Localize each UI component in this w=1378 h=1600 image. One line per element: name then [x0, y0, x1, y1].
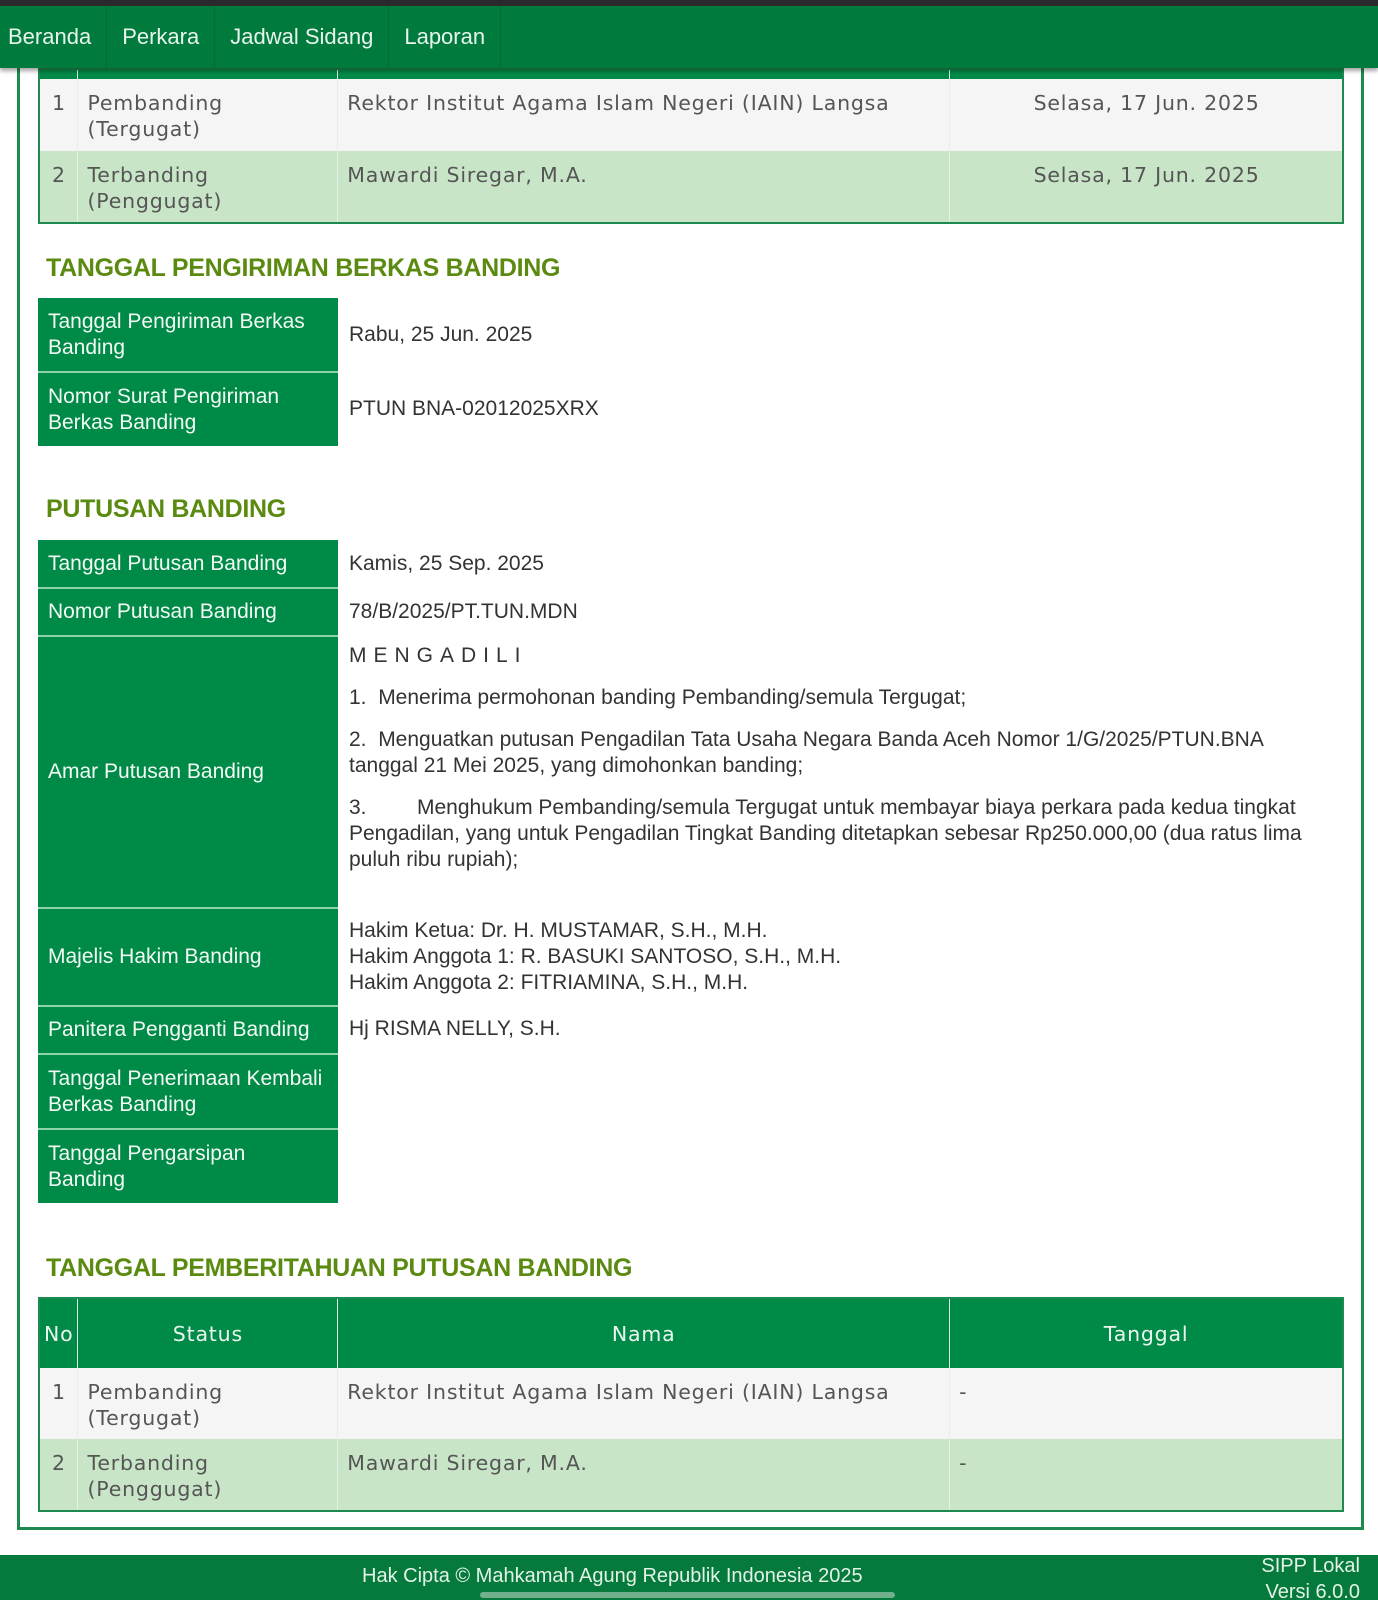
field-value: 78/B/2025/PT.TUN.MDN	[349, 600, 578, 623]
pemberitahuan-pernyataan-table	[38, 68, 1344, 224]
row-tanggal: -	[950, 1439, 1343, 1511]
putusan-nomor-row	[38, 588, 1344, 636]
section-title-pengiriman: TANGGAL PENGIRIMAN BERKAS BANDING	[46, 254, 561, 282]
row-nama: Mawardi Siregar, M.A.	[338, 151, 950, 223]
field-label: Panitera Pengganti Banding	[38, 1006, 338, 1054]
footer-app-name: SIPP Lokal	[1261, 1555, 1360, 1577]
amar-content	[338, 636, 1344, 908]
row-no: 1	[39, 79, 78, 151]
row-no: 1	[39, 1368, 78, 1439]
amar-title: MENGADILI	[349, 644, 528, 667]
table-header-row	[39, 1298, 1343, 1368]
row-no: 2	[39, 151, 78, 223]
hakim-anggota-1: Hakim Anggota 1: R. BASUKI SANTOSO, S.H., M.H.	[349, 945, 842, 968]
pemberitahuan-putusan-table	[38, 1297, 1344, 1512]
amar-item-number: 2.	[349, 728, 367, 751]
hakim-ketua: Hakim Ketua: Dr. H. MUSTAMAR, S.H., M.H.	[349, 919, 768, 942]
putusan-panitera-row	[38, 1006, 1344, 1054]
row-tanggal: Selasa, 17 Jun. 2025	[950, 79, 1343, 151]
section-title-pemberitahuan-putusan: TANGGAL PEMBERITAHUAN PUTUSAN BANDING	[46, 1254, 633, 1282]
field-value: Kamis, 25 Sep. 2025	[349, 552, 544, 575]
field-value	[338, 1054, 1344, 1129]
row-status: Terbanding (Penggugat)	[78, 151, 338, 223]
footer-copyright: Hak Cipta © Mahkamah Agung Republik Indonesia 2025	[362, 1565, 863, 1587]
amar-item-number: 3.	[349, 796, 367, 819]
page-footer	[0, 1555, 1378, 1600]
row-tanggal: -	[950, 1368, 1343, 1439]
row-status: Terbanding (Penggugat)	[78, 1439, 338, 1511]
amar-item	[349, 727, 1333, 779]
row-status: Pembanding (Tergugat)	[78, 1368, 338, 1439]
table-header-row	[39, 69, 1343, 79]
field-value: Hj RISMA NELLY, S.H.	[349, 1017, 561, 1040]
putusan-pengarsipan-row	[38, 1129, 1344, 1203]
field-label: Tanggal Penerimaan Kembali Berkas Banding	[38, 1054, 338, 1129]
field-value: PTUN BNA-02012025XRX	[349, 397, 599, 420]
row-no: 2	[39, 1439, 78, 1511]
footer-version-number: Versi 6.0.0	[1265, 1581, 1360, 1600]
pengiriman-tanggal-row	[38, 298, 1344, 372]
putusan-amar-row	[38, 636, 1344, 908]
putusan-table	[38, 540, 1344, 1203]
majelis-list	[338, 908, 1344, 1006]
amar-item	[349, 795, 1333, 873]
field-label: Tanggal Pengarsipan Banding	[38, 1129, 338, 1203]
header-tanggal: Tanggal	[950, 1298, 1343, 1368]
row-nama: Rektor Institut Agama Islam Negeri (IAIN) Langsa	[338, 1368, 950, 1439]
footer-scroll-indicator	[480, 1592, 895, 1598]
field-label: Nomor Putusan Banding	[38, 588, 338, 636]
amar-item	[349, 685, 1333, 711]
footer-version	[1261, 1553, 1360, 1600]
nav-item-beranda[interactable]: Beranda	[0, 6, 107, 68]
nav-item-laporan[interactable]: Laporan	[389, 6, 501, 68]
row-nama: Rektor Institut Agama Islam Negeri (IAIN) Langsa	[338, 79, 950, 151]
header-nama: Nama	[338, 1298, 950, 1368]
row-tanggal: Selasa, 17 Jun. 2025	[950, 151, 1343, 223]
field-label: Nomor Surat Pengiriman Berkas Banding	[38, 372, 338, 446]
pengiriman-nomor-row	[38, 372, 1344, 446]
putusan-majelis-row	[38, 908, 1344, 1006]
table-row	[39, 151, 1343, 223]
pengiriman-table	[38, 298, 1344, 446]
putusan-penerimaan-row	[38, 1054, 1344, 1129]
table-row	[39, 1368, 1343, 1439]
amar-item-text: Menerima permohonan banding Pembanding/semula Tergugat;	[378, 686, 967, 709]
row-status: Pembanding (Tergugat)	[78, 79, 338, 151]
amar-item-text: Menghukum Pembanding/semula Tergugat untuk membayar biaya perkara pada kedua tingkat Pengadilan, yang untuk Pengadilan Tingkat Banding ditetapkan sebesar Rp250.000,00 (dua ratus lima puluh ribu rupiah);	[349, 796, 1302, 871]
field-label: Amar Putusan Banding	[38, 636, 338, 908]
status-strip	[0, 0, 1378, 6]
section-title-putusan: PUTUSAN BANDING	[46, 495, 286, 523]
table-row	[39, 79, 1343, 151]
amar-item-text: Menguatkan putusan Pengadilan Tata Usaha Negara Banda Aceh Nomor 1/G/2025/PTUN.BNA tanggal 21 Mei 2025, yang dimohonkan banding;	[349, 728, 1263, 777]
hakim-anggota-2: Hakim Anggota 2: FITRIAMINA, S.H., M.H.	[349, 971, 749, 994]
nav-item-perkara[interactable]: Perkara	[107, 6, 215, 68]
header-status: Status	[78, 1298, 338, 1368]
nav-item-jadwal-sidang[interactable]: Jadwal Sidang	[215, 6, 389, 68]
putusan-tanggal-row	[38, 540, 1344, 588]
field-label: Tanggal Pengiriman Berkas Banding	[38, 298, 338, 372]
field-value: Rabu, 25 Jun. 2025	[349, 323, 533, 346]
amar-item-number: 1.	[349, 686, 367, 709]
field-label: Majelis Hakim Banding	[38, 908, 338, 1006]
table-row	[39, 1439, 1343, 1511]
field-value	[338, 1129, 1344, 1203]
row-nama: Mawardi Siregar, M.A.	[338, 1439, 950, 1511]
main-navbar	[0, 6, 1378, 68]
field-label: Tanggal Putusan Banding	[38, 540, 338, 588]
header-no: No	[39, 1298, 78, 1368]
